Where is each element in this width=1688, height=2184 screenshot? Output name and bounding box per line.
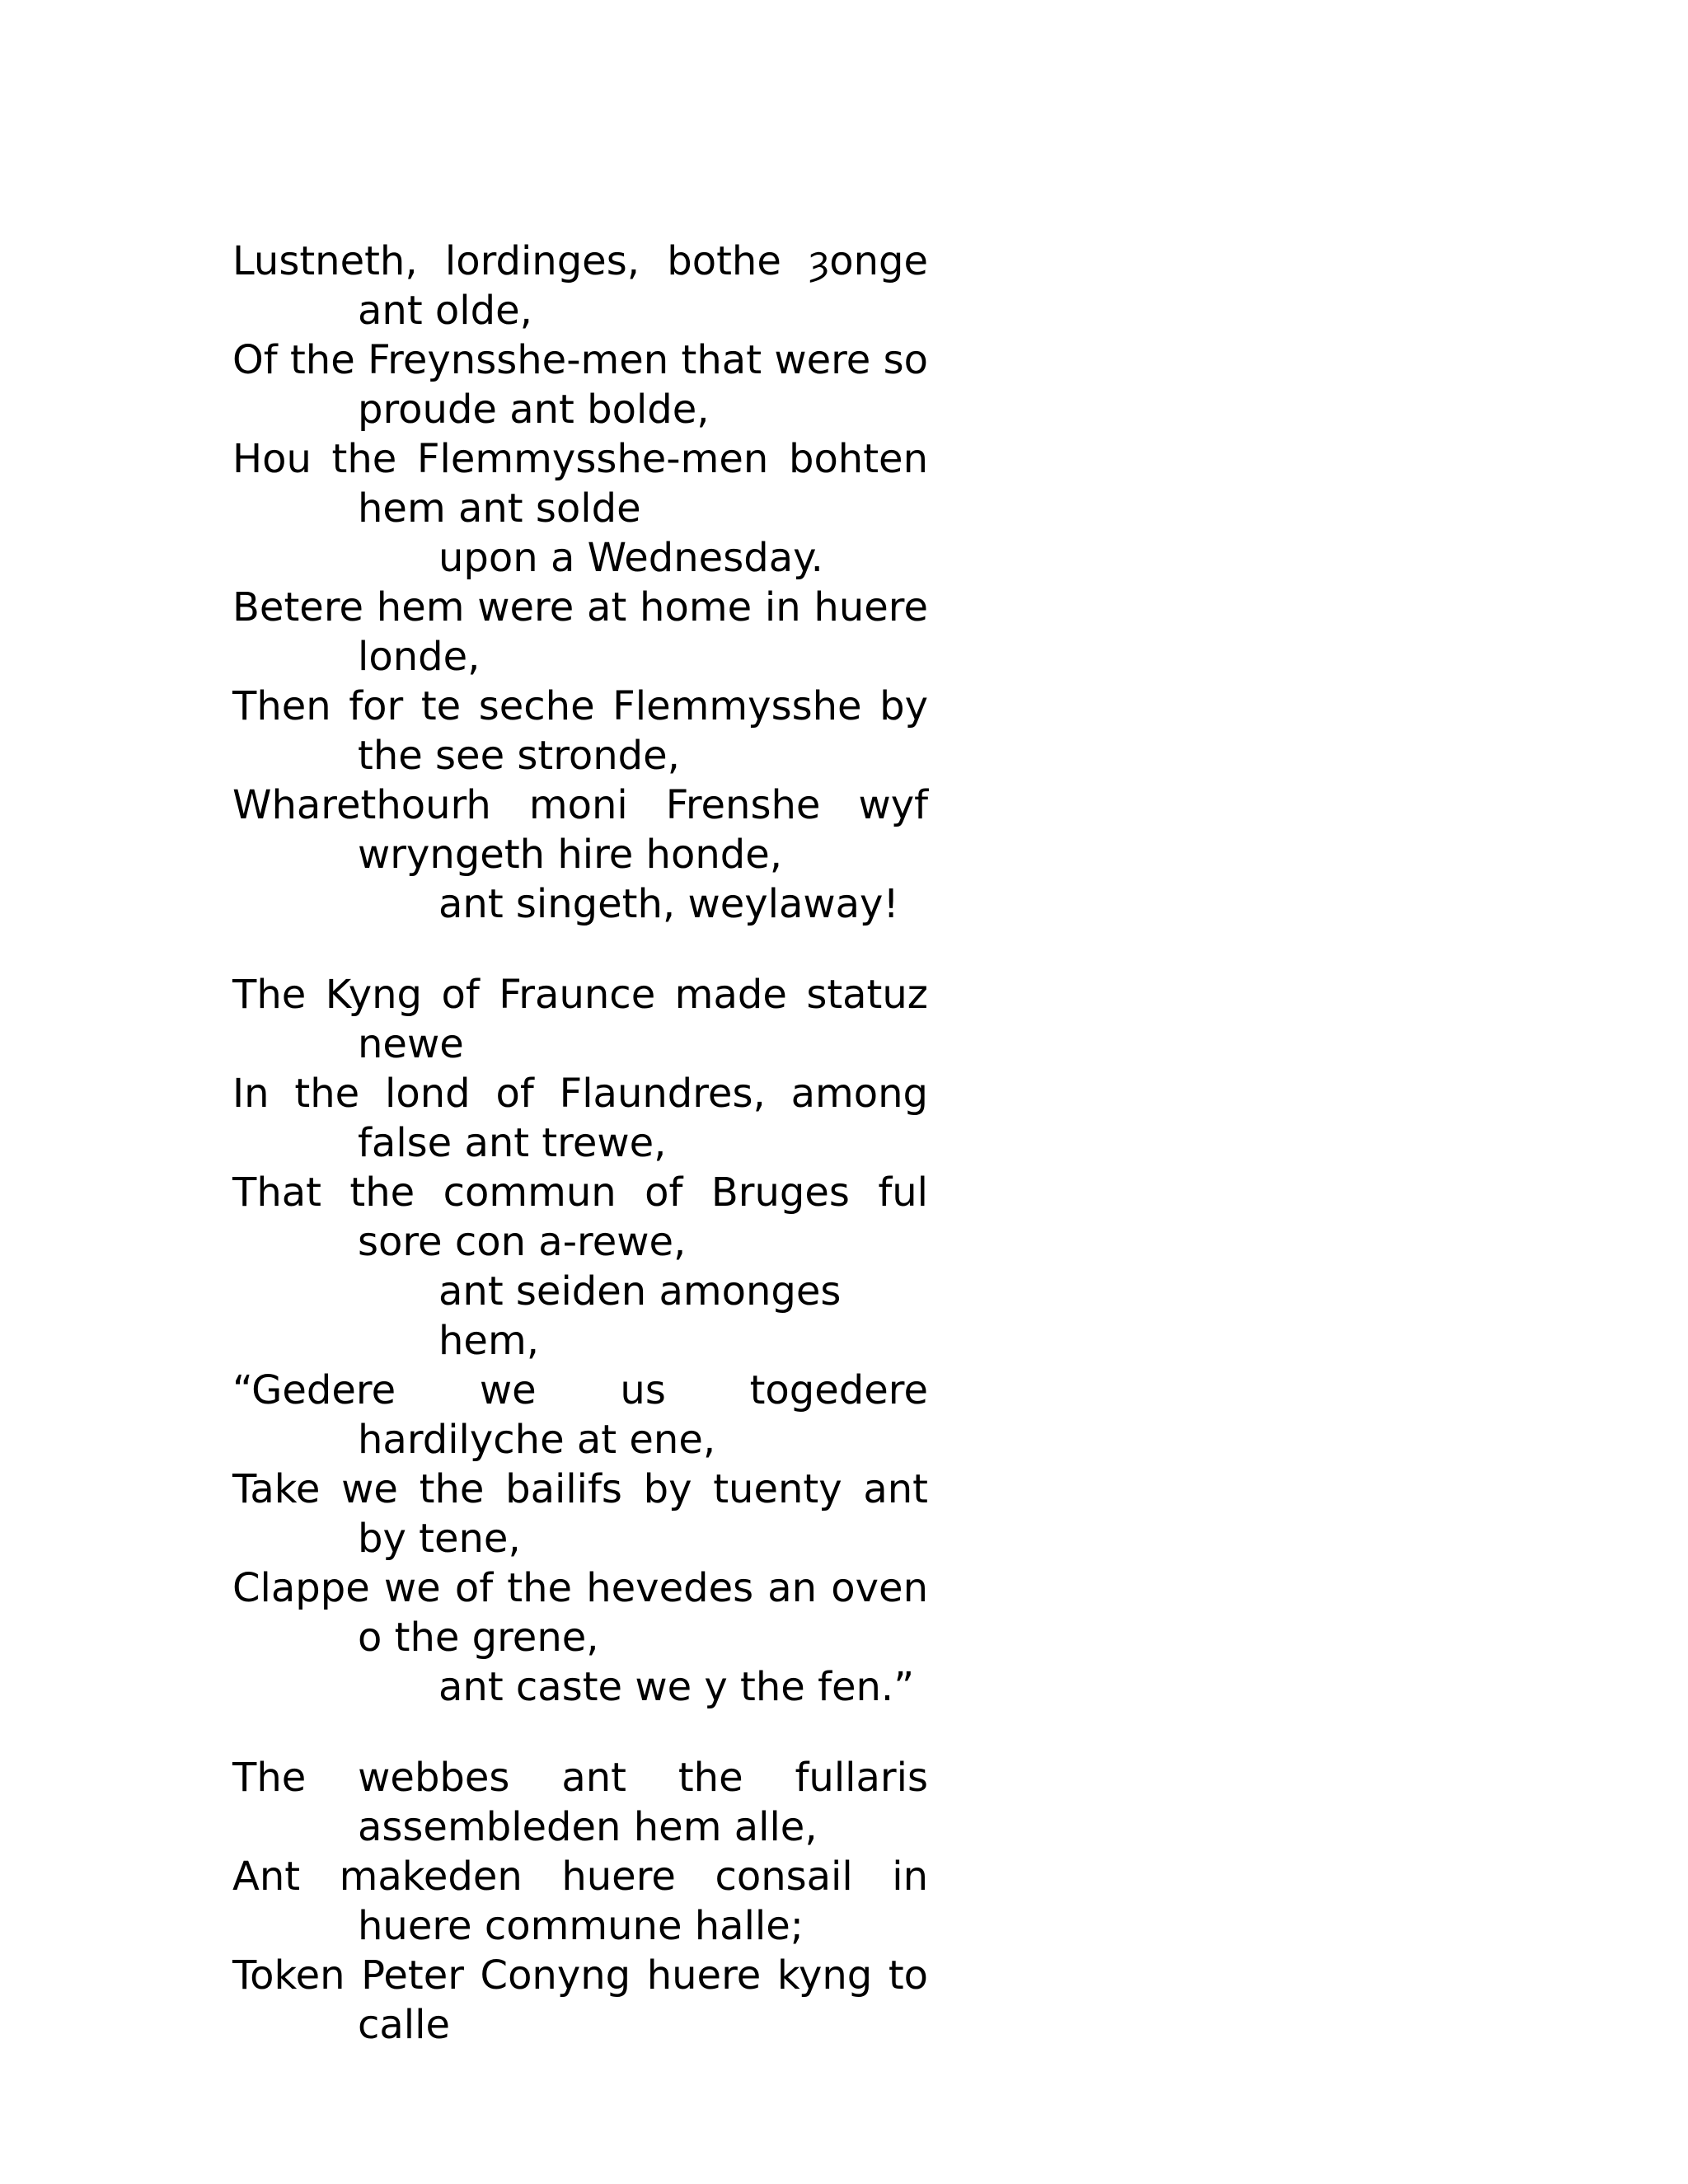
verse-line: That the commun of Bruges ful sore con a-rewe,: [232, 1169, 928, 1265]
verse-line: Then for te seche Flemmysshe by the see stronde,: [232, 683, 928, 779]
verse-line: In the lond of Flaundres, among false ant trewe,: [232, 1071, 928, 1166]
verse-line: The Kyng of Fraunce made statuz newe: [232, 972, 928, 1067]
verse-line: The webbes ant the fullaris assembleden hem alle,: [232, 1755, 928, 1850]
verse-line: Lustneth, lordinges, bothe ȝonge ant olde,: [232, 238, 928, 334]
bob-line: upon a Wednesday.: [438, 535, 823, 581]
verse-line: Token Peter Conyng huere kyng to calle: [232, 1952, 928, 2048]
verse-line: Betere hem were at home in huere londe,: [232, 584, 928, 680]
stanza-1: [232, 237, 928, 929]
verse-line: Of the Freynsshe-men that were so proude ant bolde,: [232, 337, 928, 433]
stanza-2: [232, 970, 928, 1712]
bob-line: ant singeth, weylaway!: [438, 881, 899, 927]
verse-line: “Gedere we us togedere hardilyche at ene,: [232, 1367, 928, 1463]
verse-line: Wharethourh moni Frenshe wyf wryngeth hire honde,: [232, 782, 928, 878]
poem-text: [232, 237, 928, 2048]
bob-line: ant seiden amonges hem,: [438, 1268, 842, 1364]
bob-line: ant caste we y the fen.”: [438, 1664, 915, 1710]
verse-line: Ant makeden huere consail in huere commune halle;: [232, 1854, 928, 1949]
verse-line: Take we the bailifs by tuenty ant by tene,: [232, 1466, 928, 1562]
verse-line: Clappe we of the hevedes an oven o the grene,: [232, 1565, 928, 1661]
verse-line: Hou the Flemmysshe-men bohten hem ant solde: [232, 436, 928, 532]
stanza-3: [232, 1753, 928, 2050]
